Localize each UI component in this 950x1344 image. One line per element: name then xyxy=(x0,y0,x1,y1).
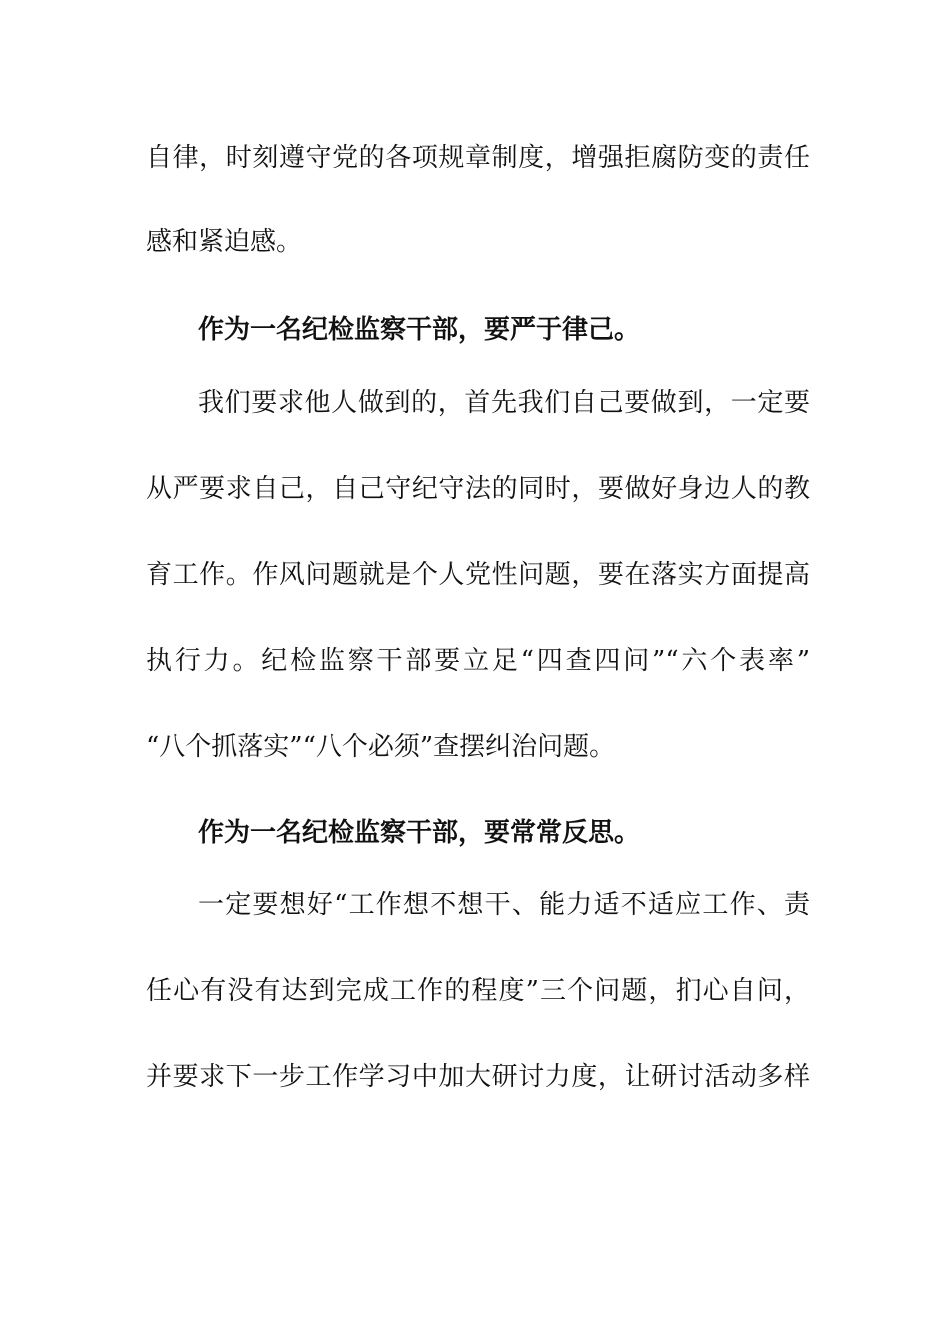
paragraph-line: 自律，时刻遵守党的各项规章制度，增强拒腐防变的责任 xyxy=(146,143,810,173)
paragraph-line: 从严要求自己，自己守纪守法的同时，要做好身边人的教 xyxy=(146,474,810,504)
paragraph-line: “八个抓落实”“八个必须”查摆纠治问题。 xyxy=(146,732,616,762)
paragraph-line: 一定要想好“工作想不想干、能力适不适应工作、责 xyxy=(198,890,810,920)
paragraph-line: 执行力。纪检监察干部要立足“四查四问”“六个表率” xyxy=(146,646,810,676)
paragraph-line: 我们要求他人做到的，首先我们自己要做到，一定要 xyxy=(198,388,810,418)
paragraph-line: 任心有没有达到完成工作的程度”三个问题，扪心自问， xyxy=(146,976,810,1006)
paragraph-line: 并要求下一步工作学习中加大研讨力度，让研讨活动多样 xyxy=(146,1062,810,1092)
paragraph-line: 育工作。作风问题就是个人党性问题，要在落实方面提高 xyxy=(146,560,810,590)
section-heading: 作为一名纪检监察干部，要严于律己。 xyxy=(198,315,641,345)
section-heading: 作为一名纪检监察干部，要常常反思。 xyxy=(198,818,641,848)
paragraph-line: 感和紧迫感。 xyxy=(146,227,303,257)
